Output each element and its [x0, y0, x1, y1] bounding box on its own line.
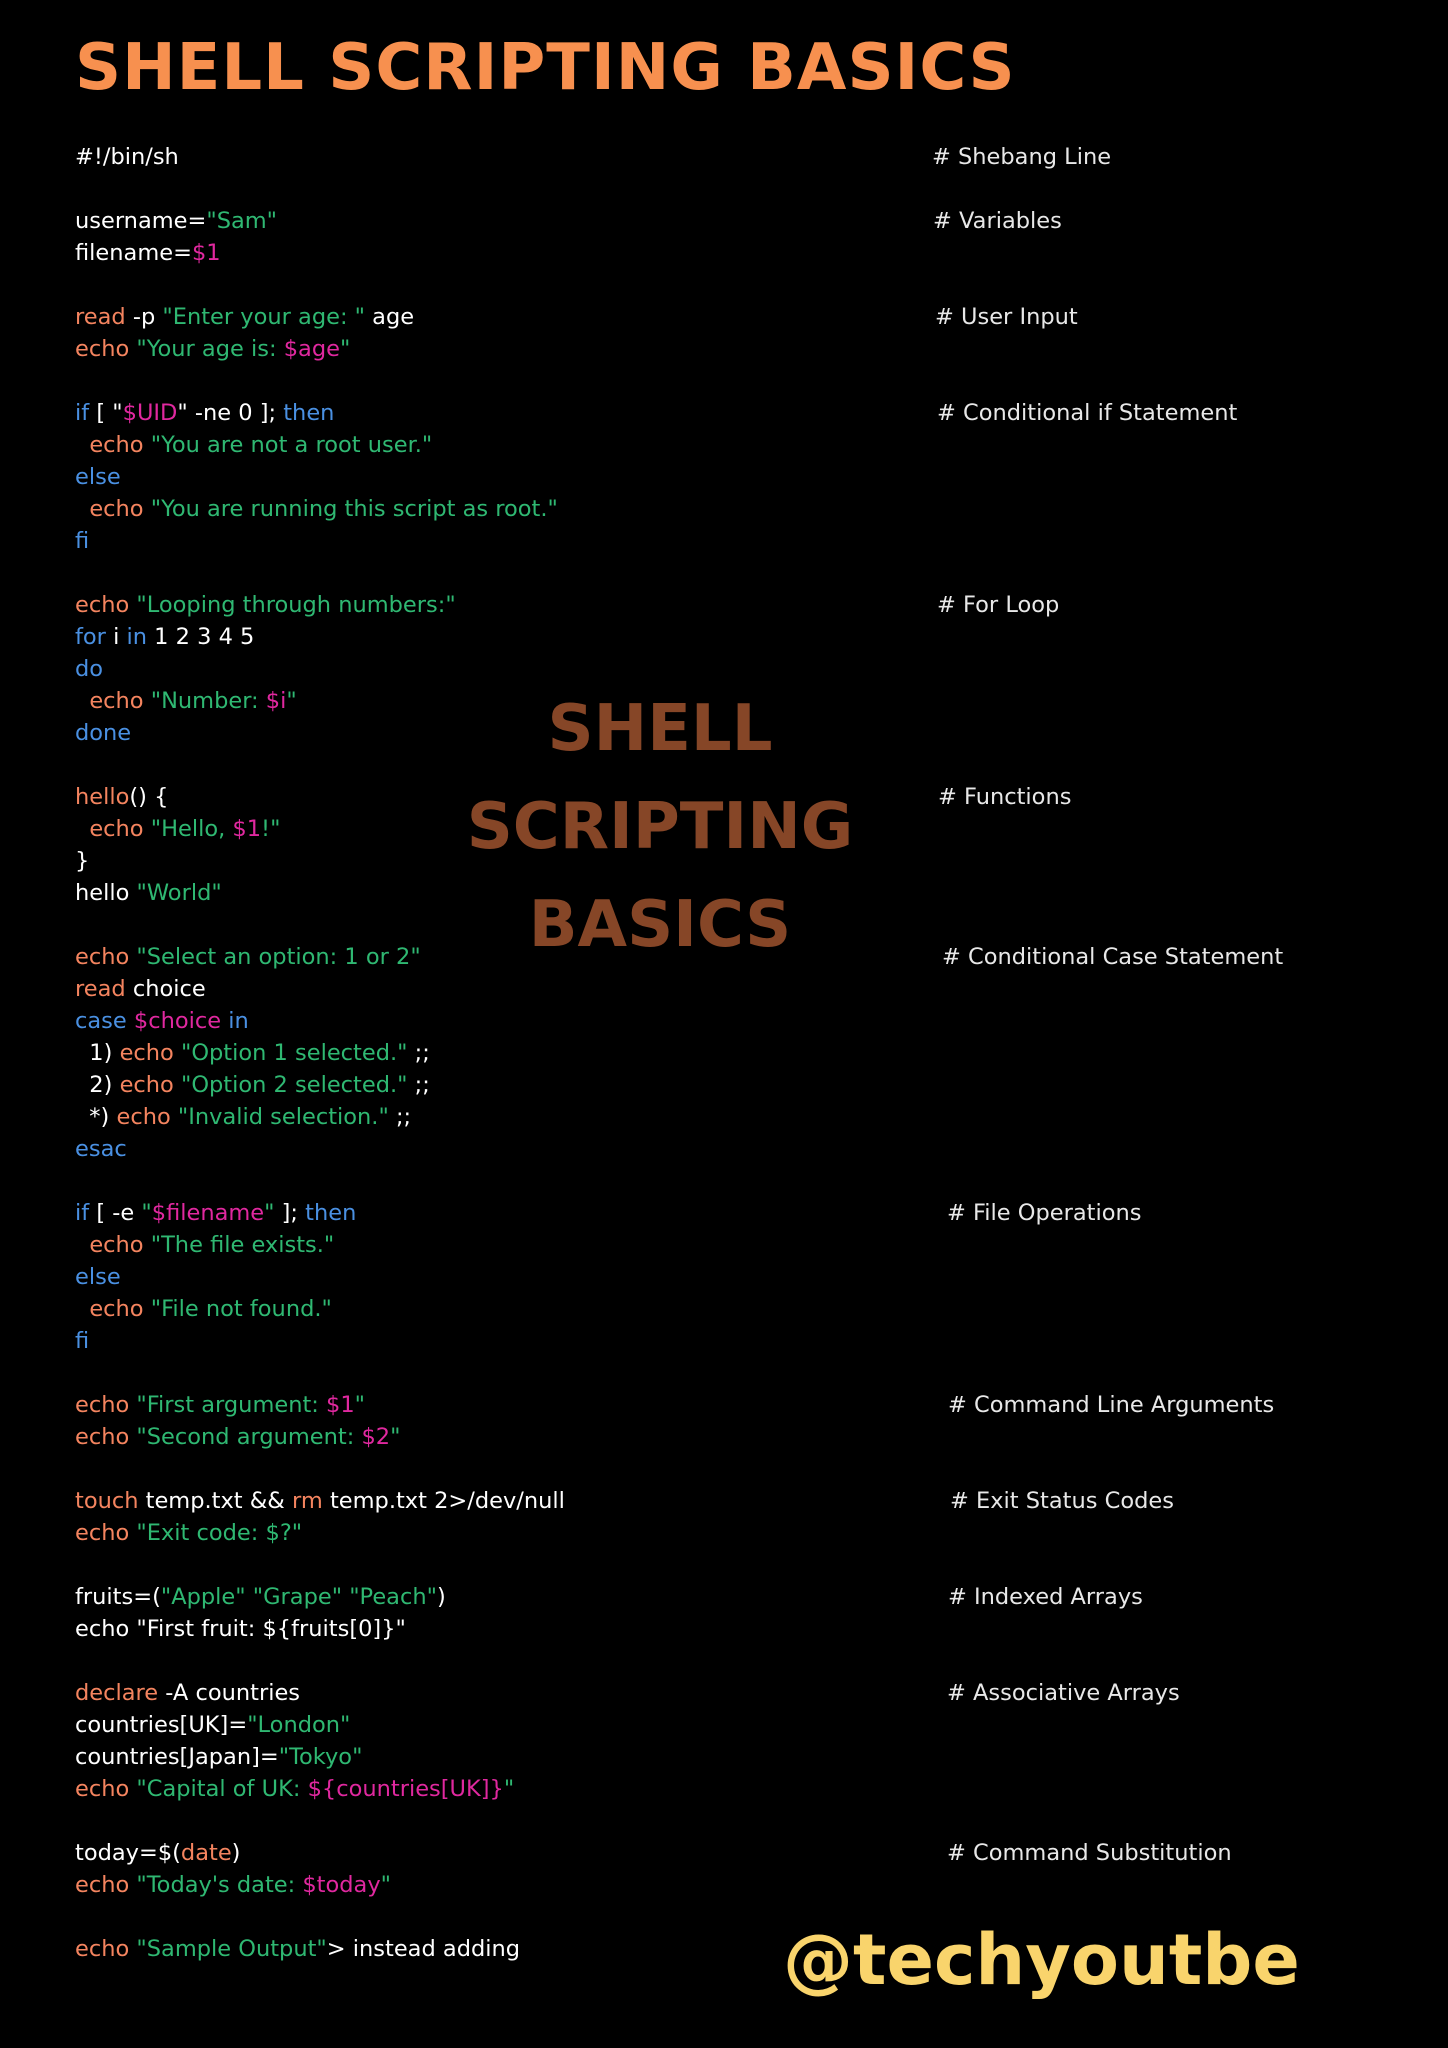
code-line — [75, 205, 1375, 237]
code-token: echo — [89, 496, 144, 522]
code-token: 1) — [75, 1040, 120, 1066]
code-token: !" — [261, 816, 281, 842]
code-listing — [75, 141, 1375, 1965]
watermark-line: BASICS — [528, 888, 792, 962]
code-token: fi — [75, 1328, 90, 1354]
code-line — [75, 1325, 1375, 1357]
code-token: *) — [75, 1104, 117, 1130]
code-token: "Invalid selection." — [170, 1104, 389, 1130]
code-token — [75, 688, 89, 714]
code-token: rm — [292, 1488, 323, 1514]
code-token: username= — [75, 208, 207, 234]
code-token: echo — [75, 1424, 130, 1450]
code-token: ]; — [274, 1200, 306, 1226]
code-line — [75, 1005, 1375, 1037]
code-line — [75, 1229, 1375, 1261]
code-token: $i — [265, 688, 287, 714]
code-token: case — [75, 1008, 127, 1034]
code-token: echo — [89, 1296, 144, 1322]
code-token: "Number: — [143, 688, 266, 714]
code-token: touch — [75, 1488, 139, 1514]
code-line — [75, 1741, 1375, 1773]
section-comment: # Exit Status Codes — [950, 1488, 1174, 1514]
code-line — [75, 365, 1375, 397]
code-token: "Enter your age: " — [162, 304, 366, 330]
code-token: "World" — [136, 880, 222, 906]
code-token: " — [354, 1392, 366, 1418]
code-token: [ -e — [89, 1200, 142, 1226]
code-token: echo "First fruit: ${fruits[0]}" — [75, 1616, 406, 1642]
section-comment: # For Loop — [937, 592, 1060, 618]
code-token: ;; — [407, 1072, 430, 1098]
code-token: echo — [89, 432, 144, 458]
code-line — [75, 1037, 1375, 1069]
code-token: } — [75, 848, 90, 874]
code-line — [75, 589, 1375, 621]
code-token: countries[Japan]= — [75, 1744, 279, 1770]
code-token: hello — [75, 880, 137, 906]
code-token: " — [141, 1200, 152, 1226]
code-line — [75, 1261, 1375, 1293]
code-token: else — [75, 1264, 121, 1290]
code-line — [75, 1421, 1375, 1453]
code-token: "Looping through numbers:" — [129, 592, 456, 618]
code-line — [75, 1453, 1375, 1485]
code-token: then — [305, 1200, 357, 1226]
code-token: filename= — [75, 240, 192, 266]
code-token: "Exit code: $?" — [129, 1520, 303, 1546]
code-token: ;; — [388, 1104, 412, 1130]
code-line — [75, 557, 1375, 589]
code-token: "You are not a root user." — [143, 432, 433, 458]
code-line — [75, 141, 1375, 173]
section-comment: # Associative Arrays — [947, 1680, 1180, 1706]
code-token: done — [75, 720, 132, 746]
code-token: age — [365, 304, 415, 330]
code-token: else — [75, 464, 121, 490]
code-token: $1 — [232, 816, 262, 842]
code-token: echo — [75, 1872, 130, 1898]
code-token: echo — [89, 1232, 144, 1258]
section-comment: # User Input — [935, 304, 1078, 330]
code-line — [75, 1101, 1375, 1133]
code-token: echo — [119, 1072, 174, 1098]
code-token: $filename — [151, 1200, 265, 1226]
code-token: $choice — [133, 1008, 222, 1034]
code-token: then — [283, 400, 335, 426]
code-token: "Tokyo" — [278, 1744, 363, 1770]
section-comment: # Variables — [933, 208, 1062, 234]
code-line — [75, 621, 1375, 653]
code-line — [75, 397, 1375, 429]
code-line — [75, 301, 1375, 333]
code-line — [75, 1869, 1375, 1901]
code-token: today=$( — [75, 1840, 181, 1866]
section-comment: # File Operations — [947, 1200, 1142, 1226]
code-line — [75, 1677, 1375, 1709]
code-token: temp.txt 2>/dev/null — [322, 1488, 565, 1514]
code-token: " -ne 0 ]; — [177, 400, 284, 426]
code-token: echo — [75, 944, 130, 970]
section-comment: # Indexed Arrays — [948, 1584, 1143, 1610]
section-comment: # Conditional Case Statement — [942, 944, 1284, 970]
code-token — [75, 1232, 89, 1258]
code-token: > instead adding — [326, 1936, 521, 1962]
code-line — [75, 1805, 1375, 1837]
code-token: if — [75, 400, 90, 426]
code-token: i — [105, 624, 127, 650]
watermark-line: SHELL — [547, 692, 773, 766]
code-token: echo — [75, 1520, 130, 1546]
code-token: echo — [89, 816, 144, 842]
code-token: echo — [75, 1936, 130, 1962]
code-line — [75, 525, 1375, 557]
code-line — [75, 1485, 1375, 1517]
code-token: "Second argument: — [129, 1424, 362, 1450]
code-token: echo — [89, 688, 144, 714]
code-line — [75, 173, 1375, 205]
code-token: "Select an option: 1 or 2" — [129, 944, 421, 970]
code-token: 1 2 3 4 5 — [147, 624, 255, 650]
code-line — [75, 1613, 1375, 1645]
code-line — [75, 1837, 1375, 1869]
section-comment: # Functions — [938, 784, 1072, 810]
code-token: "Sam" — [206, 208, 278, 234]
code-token: " — [264, 1200, 275, 1226]
code-line — [75, 1517, 1375, 1549]
code-line — [75, 429, 1375, 461]
code-token — [75, 496, 89, 522]
code-line — [75, 269, 1375, 301]
code-token: echo — [116, 1104, 171, 1130]
code-token: if — [75, 1200, 90, 1226]
code-token: " — [503, 1776, 515, 1802]
code-token: echo — [119, 1040, 174, 1066]
code-token: date — [180, 1840, 232, 1866]
code-token: declare — [75, 1680, 159, 1706]
code-token: "You are running this script as root." — [143, 496, 558, 522]
code-token: fi — [75, 528, 90, 554]
code-token: ;; — [407, 1040, 430, 1066]
code-token — [127, 1008, 134, 1034]
section-comment: # Command Substitution — [947, 1840, 1232, 1866]
code-token: "Option 1 selected." — [173, 1040, 408, 1066]
code-token: ) — [231, 1840, 241, 1866]
code-token: "Today's date: — [129, 1872, 303, 1898]
code-token: $2 — [361, 1424, 391, 1450]
code-line — [75, 493, 1375, 525]
code-line — [75, 1293, 1375, 1325]
code-token: 2) — [75, 1072, 120, 1098]
code-token: ) — [436, 1584, 446, 1610]
code-token: do — [75, 656, 104, 682]
code-token: " — [390, 1424, 401, 1450]
code-line — [75, 1581, 1375, 1613]
code-token: echo — [75, 592, 130, 618]
code-token: in — [126, 624, 148, 650]
code-token: read — [75, 976, 126, 1002]
code-token: " — [339, 336, 351, 362]
code-token: echo — [75, 1392, 130, 1418]
code-token: hello — [75, 784, 130, 810]
code-token: " — [286, 688, 297, 714]
code-token: in — [228, 1008, 249, 1034]
code-token: $1 — [191, 240, 221, 266]
section-comment: # Command Line Arguments — [948, 1392, 1275, 1418]
code-token — [75, 1296, 89, 1322]
code-token — [75, 816, 89, 842]
code-line — [75, 1197, 1375, 1229]
code-token: [ " — [89, 400, 123, 426]
code-line — [75, 1133, 1375, 1165]
code-token: fruits=( — [75, 1584, 161, 1610]
center-watermark — [440, 680, 880, 974]
code-token: -p — [125, 304, 163, 330]
code-token: "File not found." — [143, 1296, 332, 1322]
code-line — [75, 1773, 1375, 1805]
code-token: echo — [75, 336, 130, 362]
code-token: "Your age is: — [129, 336, 284, 362]
code-token: $1 — [326, 1392, 355, 1418]
code-line — [75, 333, 1375, 365]
code-token: temp.txt && — [138, 1488, 293, 1514]
page-title: SHELL SCRIPTING BASICS — [75, 31, 1016, 105]
code-token: $age — [283, 336, 340, 362]
code-token: $UID — [122, 400, 178, 426]
code-token: "Apple" "Grape" "Peach" — [160, 1584, 437, 1610]
author-handle: @techyoutbe — [783, 1919, 1300, 2001]
code-line — [75, 237, 1375, 269]
code-token — [75, 432, 89, 458]
code-token: "First argument: — [129, 1392, 327, 1418]
code-line — [75, 1645, 1375, 1677]
code-token: "Hello, — [143, 816, 233, 842]
code-token: ${countries[UK]} — [307, 1776, 504, 1802]
code-line — [75, 1389, 1375, 1421]
code-line — [75, 973, 1375, 1005]
code-token: read — [75, 304, 126, 330]
code-token: choice — [125, 976, 206, 1002]
code-token: esac — [75, 1136, 127, 1162]
code-token: for — [75, 624, 106, 650]
code-line — [75, 461, 1375, 493]
code-token: -A countries — [158, 1680, 301, 1706]
code-line — [75, 1709, 1375, 1741]
code-token: " — [380, 1872, 392, 1898]
section-comment: # Conditional if Statement — [937, 400, 1238, 426]
code-token: echo — [75, 1776, 130, 1802]
code-token: "The file exists." — [143, 1232, 335, 1258]
code-line — [75, 1549, 1375, 1581]
code-token: "London" — [247, 1712, 351, 1738]
watermark-line: SCRIPTING — [466, 790, 854, 864]
section-comment: # Shebang Line — [932, 144, 1112, 170]
code-token: #!/bin/sh — [75, 144, 179, 170]
code-token: countries[UK]= — [75, 1712, 248, 1738]
code-token: () { — [129, 784, 169, 810]
code-line — [75, 1357, 1375, 1389]
code-token: "Option 2 selected." — [173, 1072, 408, 1098]
code-line — [75, 1069, 1375, 1101]
code-token: "Capital of UK: — [129, 1776, 308, 1802]
code-token: $today — [302, 1872, 381, 1898]
code-token: "Sample Output" — [129, 1936, 327, 1962]
code-line — [75, 1165, 1375, 1197]
